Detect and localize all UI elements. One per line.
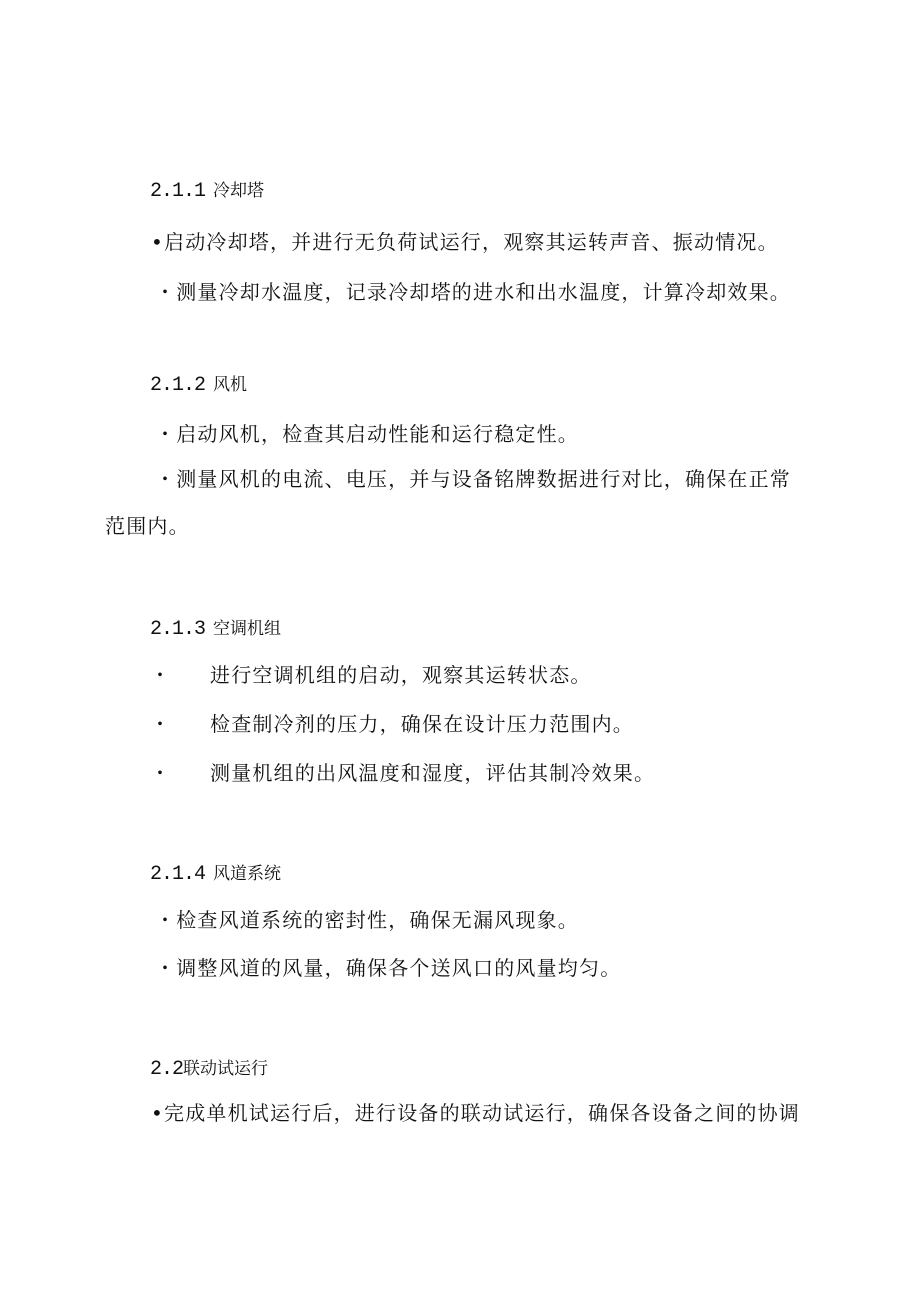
section-title: 联动试运行	[183, 1059, 269, 1079]
list-item: ・检查风道系统的密封性，确保无漏风现象。	[155, 908, 579, 932]
list-item: ・调整风道的风量，确保各个送风口的风量均匀。	[155, 956, 622, 980]
section-heading-2-1-2	[150, 372, 247, 398]
section-number: 2.2	[150, 1058, 184, 1081]
list-item: ・测量冷却水温度，记录冷却塔的进水和出水温度，计算冷却效果。	[155, 280, 791, 304]
section-heading-2-1-4	[150, 861, 281, 887]
section-number: 2.1.4	[150, 863, 206, 886]
bullet-marker: ・	[150, 761, 172, 785]
list-item: ・启动风机，检查其启动性能和运行稳定性。	[155, 422, 579, 446]
section-heading-2-1-3	[150, 616, 281, 642]
list-item	[150, 662, 592, 688]
list-item-text: 进行空调机组的启动，观察其运转状态。	[210, 663, 592, 687]
section-title: 风道系统	[213, 864, 282, 884]
section-title: 冷却塔	[213, 181, 265, 201]
list-item: •完成单机试运行后，进行设备的联动试运行，确保各设备之间的协调	[151, 1101, 800, 1125]
list-item-text: 检查制冷剂的压力，确保在设计压力范围内。	[210, 712, 634, 736]
list-item	[150, 760, 655, 786]
list-item: •启动冷却塔，并进行无负荷试运行，观察其运转声音、振动情况。	[151, 230, 779, 254]
bullet-marker: ・	[150, 712, 172, 736]
list-item-continuation: 范围内。	[105, 514, 190, 538]
section-heading-2-2	[150, 1056, 268, 1082]
section-title: 空调机组	[213, 619, 282, 639]
list-item: ・测量风机的电流、电压，并与设备铭牌数据进行对比，确保在正常	[155, 467, 791, 491]
section-number: 2.1.1	[150, 180, 206, 203]
section-number: 2.1.3	[150, 618, 206, 641]
section-heading-2-1-1	[150, 178, 264, 204]
bullet-marker: ・	[150, 663, 172, 687]
section-title: 风机	[213, 375, 248, 395]
list-item-text: 测量机组的出风温度和湿度，评估其制冷效果。	[210, 761, 656, 785]
section-number: 2.1.2	[150, 374, 206, 397]
list-item	[150, 711, 634, 737]
